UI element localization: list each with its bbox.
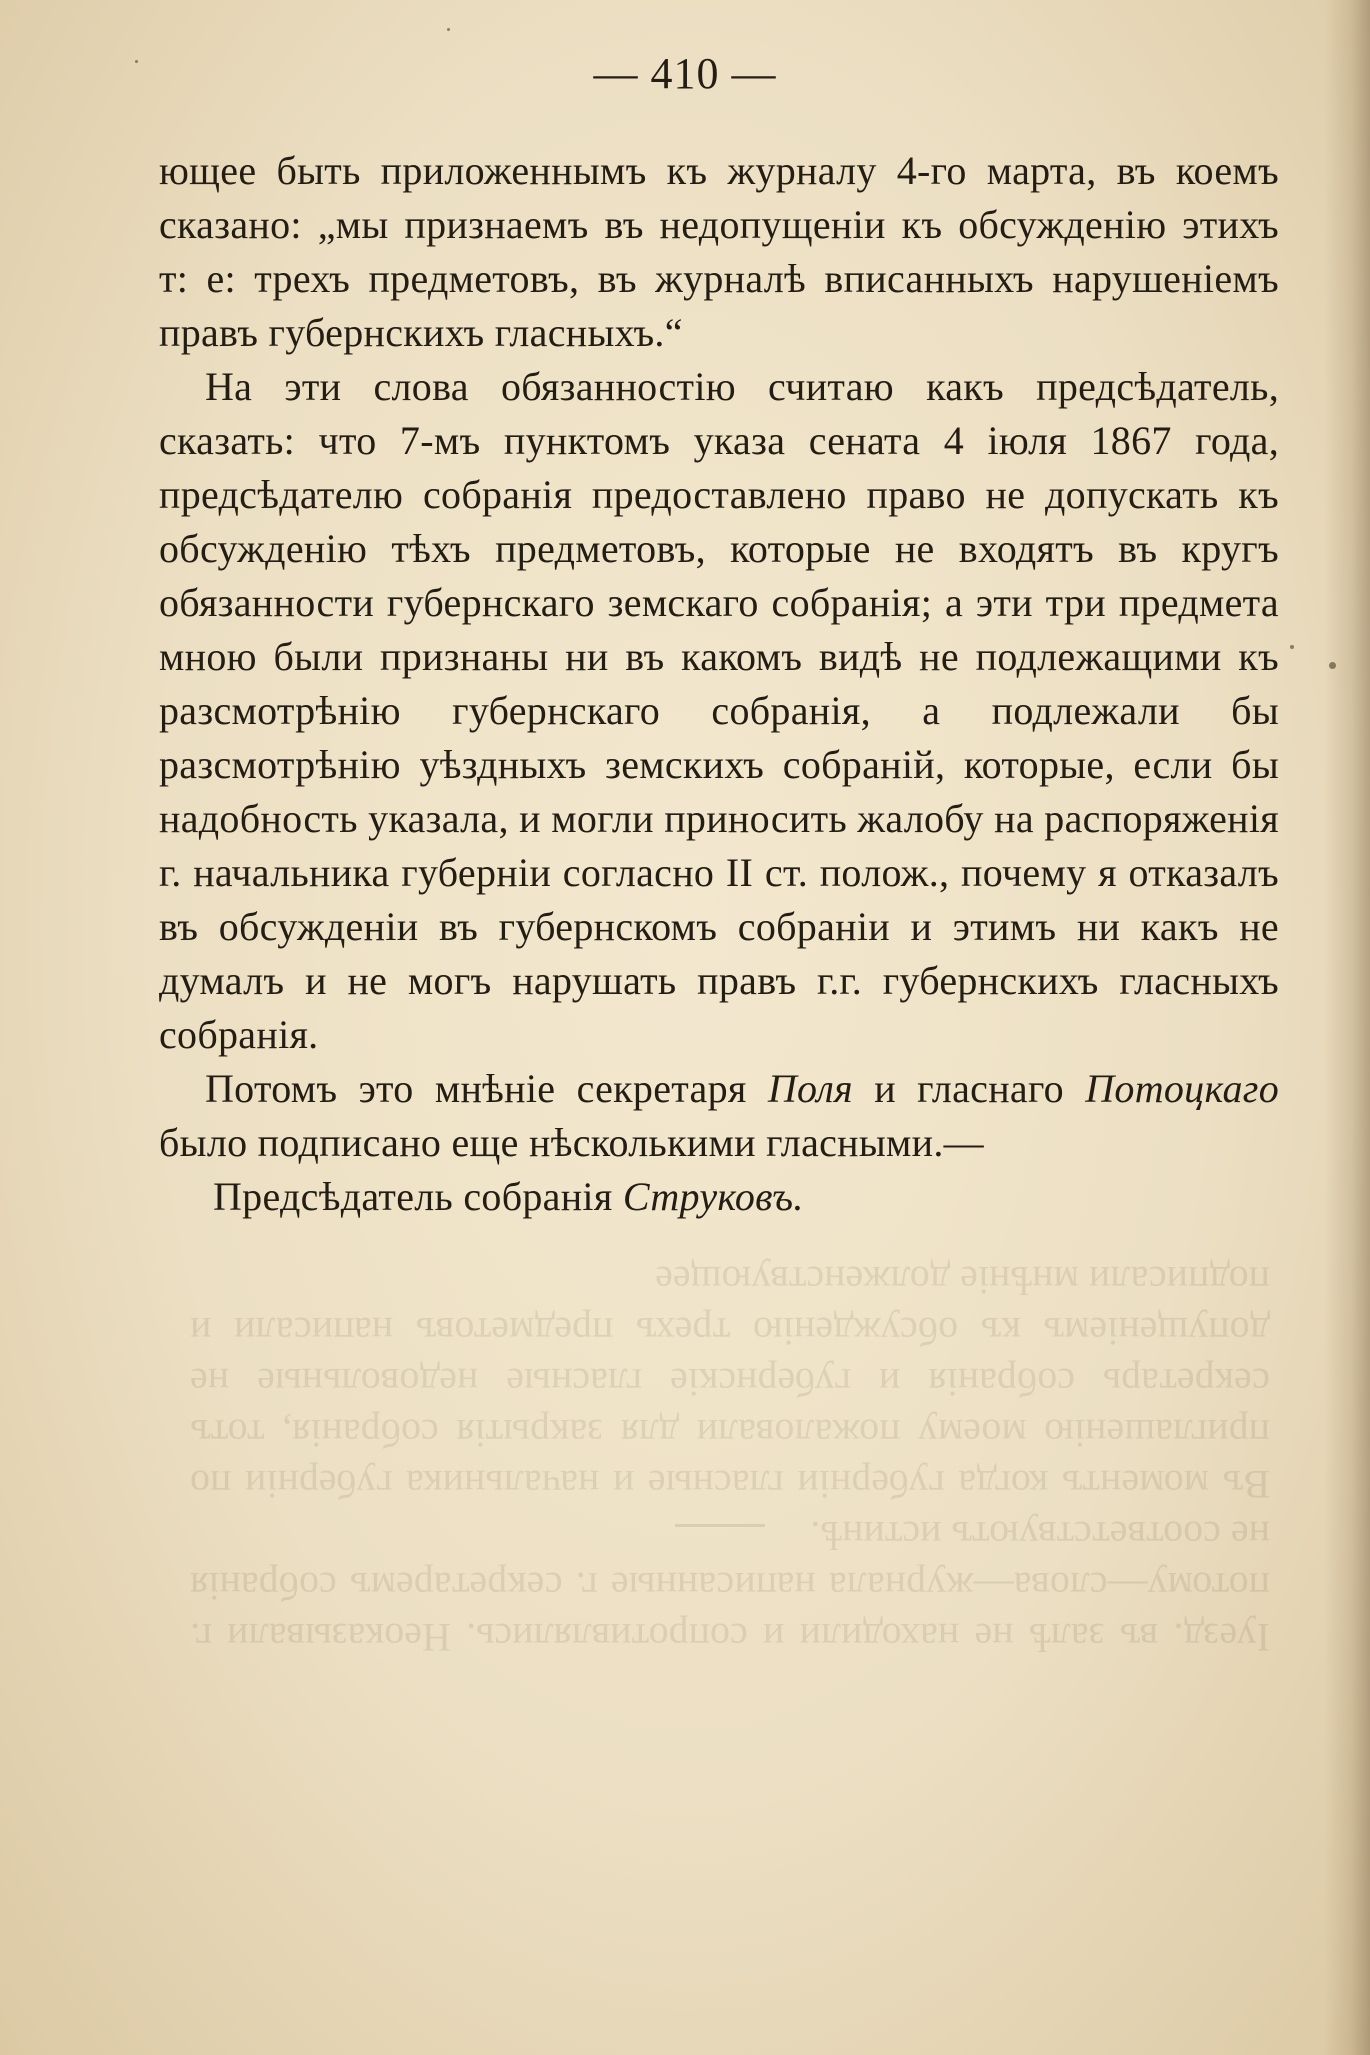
paragraph-3 (159, 1062, 1279, 1170)
show-through-texture: Iуезд. въ залѣ не находили и сопротивлялись. Неоказывали г. потому—слова—журнала написанные г. секретаремъ собранiя не соответствуютъ истинѣ. Въ моментъ когда губернiи гласные и начальника губернiи по приглашенiю моему пожаловали для закрытiя собранiя, тотъ секретарь собранiя и губернскiе гласные недовольные не допущенiемъ къ обсужденiю трехъ предметовъ написали и подписали мнѣнiе долженствующее (190, 1258, 1270, 1660)
text-segment: и гласнаго (852, 1066, 1086, 1111)
page-edge-shadow (1324, 0, 1370, 2055)
italic-name: Потоцкаго (1085, 1066, 1279, 1111)
show-through-rule (675, 1524, 765, 1527)
paper-speck (447, 28, 450, 31)
italic-name: Поля (767, 1066, 853, 1111)
paper-speck (1290, 645, 1294, 649)
page-number: — 410 — (593, 49, 777, 98)
paragraph-2 (159, 360, 1279, 1062)
text-segment: Потомъ это мнѣнiе секретаря (205, 1066, 768, 1111)
text-segment: ющее быть приложеннымъ къ журналу 4-го марта, въ коемъ сказано: „мы признаемъ въ недопущенiи къ обсужденiю этихъ т: е: трехъ предметовъ, въ журналѣ вписанныхъ нарушенiемъ правъ губернскихъ гласныхъ.“ (159, 148, 1279, 355)
text-segment: было подписано еще нѣсколькими гласными.— (159, 1120, 984, 1165)
paper-speck (1329, 662, 1336, 669)
paragraph-1 (159, 144, 1279, 360)
signature-line (159, 1170, 1279, 1224)
signature-name: Струковъ. (622, 1174, 804, 1219)
paper-speck (135, 60, 138, 63)
body-text (159, 144, 1279, 1224)
text-segment: На эти слова обязанностiю считаю какъ предсѣдатель, сказать: что 7-мъ пунктомъ указа сената 4 iюля 1867 года, предсѣдателю собранiя предоставлено право не допускать къ обсужденiю тѣхъ предметовъ, которые не входятъ въ кругъ обязанности губернскаго земскаго собранiя; а эти три предмета мною были признаны ни въ какомъ видѣ не подлежащими къ разсмотрѣнiю губернскаго собранiя, а подлежали бы разсмотрѣнiю уѣздныхъ земскихъ собранiй, которые, если бы надобность указала, и могли приносить жалобу на распоряженiя г. начальника губернiи согласно II ст. полож., почему я отказалъ въ обсужденiи въ губернскомъ собранiи и этимъ ни какъ не думалъ и не могъ нарушать правъ г.г. губернскихъ гласныхъ собранiя. (159, 364, 1279, 1057)
signature-prefix: Предсѣдатель собранiя (213, 1174, 623, 1219)
